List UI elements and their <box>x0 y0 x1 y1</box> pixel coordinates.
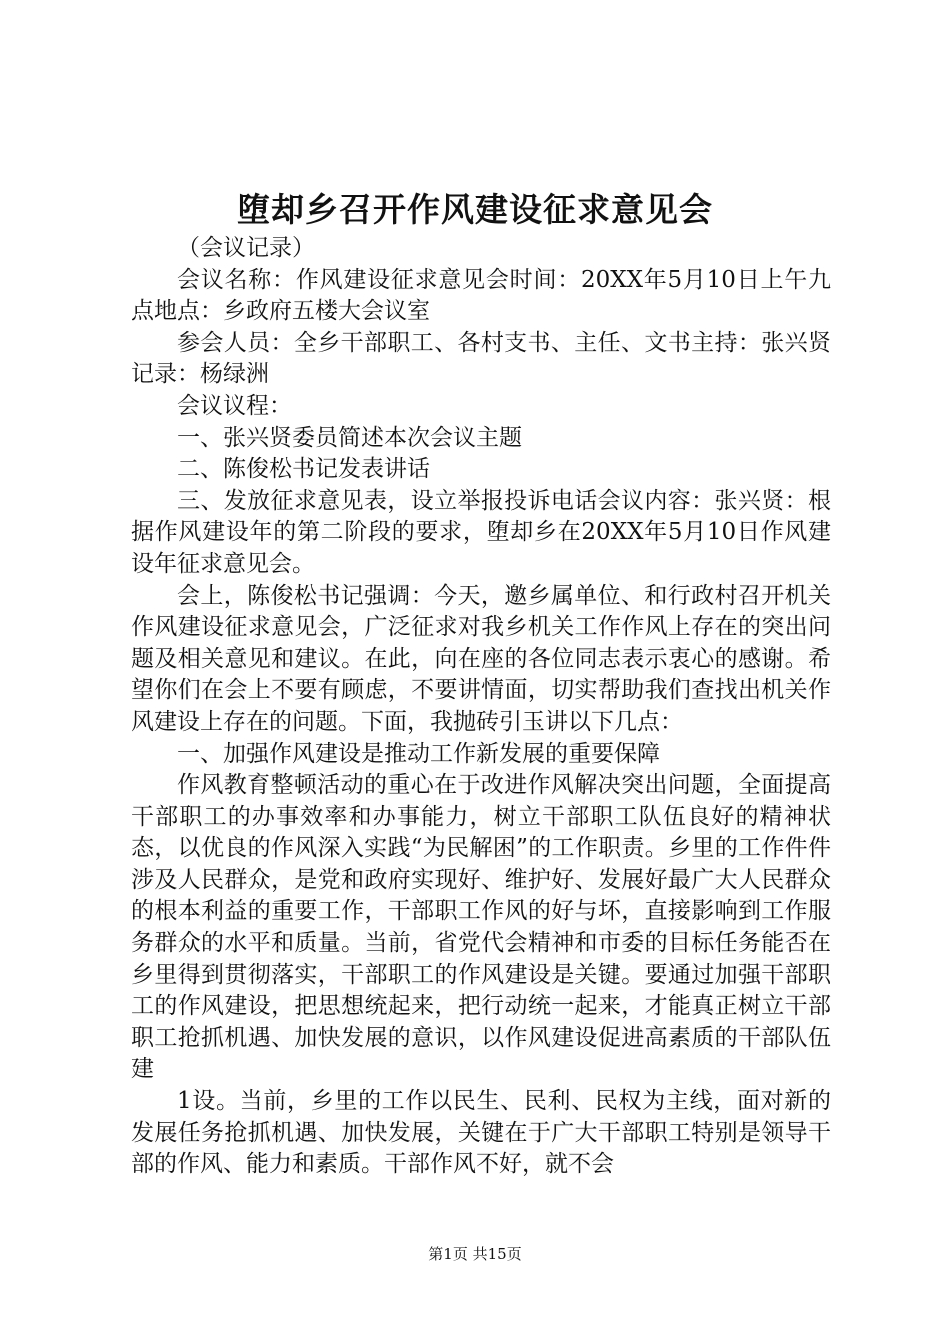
paragraph-meeting-record-label: （会议记录） <box>177 235 315 261</box>
paragraph-agenda-item-3: 三、发放征求意见表，设立举报投诉电话会议内容：张兴贤：根据作风建设年的第二阶段的要求，堕却乡在20XX年5月10日作风建设年征求意见会。 <box>131 487 831 577</box>
page-footer: 第1页 共15页 <box>428 1245 522 1263</box>
paragraph-section-heading-1: 一、加强作风建设是推动工作新发展的重要保障 <box>177 740 660 767</box>
paragraph-agenda-heading: 会议议程： <box>177 392 292 419</box>
paragraph-section-body-1: 作风教育整顿活动的重心在于改进作风解决突出问题，全面提高干部职工的办事效率和办事能力，树立干部职工队伍良好的精神状态，以优良的作风深入实践“为民解困”的工作职责。乡里的工作件件涉及人民群众，是党和政府实现好、维护好、发展好最广大人民群众的根本利益的重要工作，干部职工作风的好与坏，直接影响到工作服务群众的水平和质量。当前，省党代会精神和市委的目标任务能否在乡里得到贯彻落实，干部职工的作风建设是关键。要通过加强干部职工的作风建设，把思想统起来，把行动统一起来，才能真正树立干部职工抢抓机遇、加快发展的意识，以作风建设促进高素质的干部队伍建 <box>131 772 831 1083</box>
document-title: 堕却乡召开作风建设征求意见会 <box>237 190 713 229</box>
document-body <box>131 233 831 1181</box>
paragraph-agenda-item-2: 二、陈俊松书记发表讲话 <box>177 456 430 483</box>
paragraph-section-body-2: 1设。当前，乡里的工作以民生、民利、民权为主线，面对新的发展任务抢抓机遇、加快发展，关键在于广大干部职工特别是领导干部的作风、能力和素质。干部作风不好，就不会 <box>131 1088 831 1178</box>
paragraph-attendees: 参会人员：全乡干部职工、各村支书、主任、文书主持：张兴贤记录：杨绿洲 <box>131 329 831 388</box>
paragraph-speech-intro: 会上，陈俊松书记强调：今天，邀乡属单位、和行政村召开机关作风建设征求意见会，广泛征求对我乡机关工作作风上存在的突出问题及相关意见和建议。在此，向在座的各位同志表示衷心的感谢。希望你们在会上不要有顾虑，不要讲情面，切实帮助我们查找出机关作风建设上存在的问题。下面，我抛砖引玉讲以下几点： <box>131 582 831 735</box>
paragraph-meeting-info: 会议名称：作风建设征求意见会时间：20XX年5月10日上午九点地点：乡政府五楼大会议室 <box>131 266 831 325</box>
paragraph-agenda-item-1: 一、张兴贤委员简述本次会议主题 <box>177 424 522 451</box>
